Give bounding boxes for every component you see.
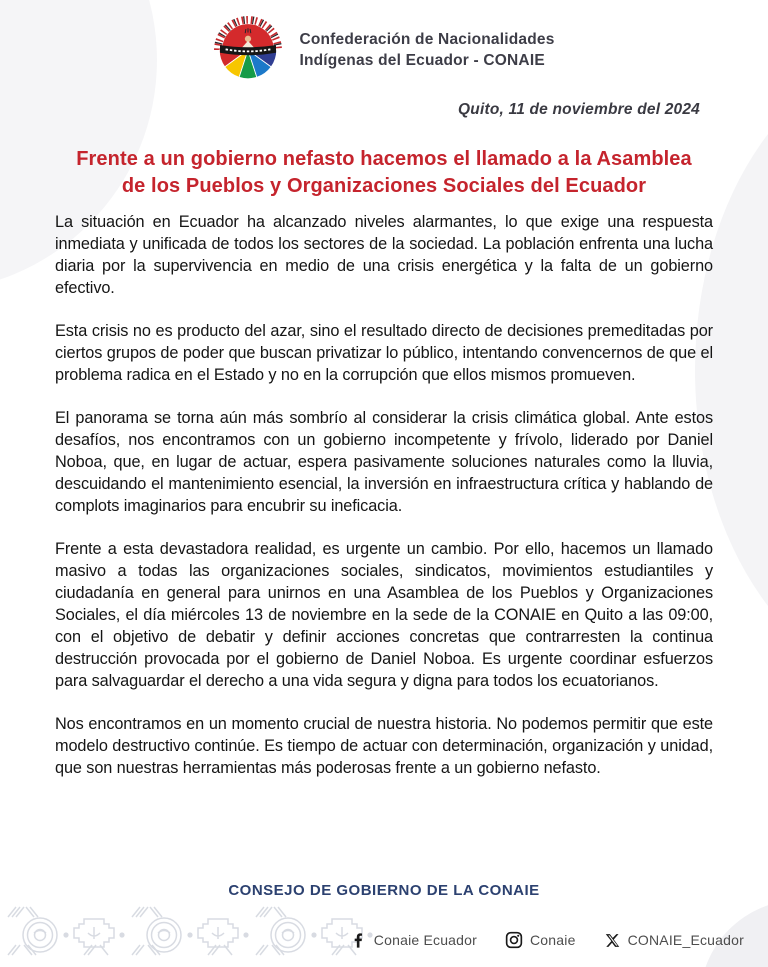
body-paragraph: Nos encontramos en un momento crucial de nuestra historia. No podemos permitir que este modelo destructivo continúe. Es tiempo de actuar con determinación, organización y unidad, que son nuestras herramientas más poderosas frente a un gobierno nefasto. <box>55 715 713 777</box>
organization-name-line2: Indígenas del Ecuador - CONAIE <box>299 52 545 69</box>
indigenous-motif-border <box>6 903 378 964</box>
page-title-line1: Frente a un gobierno nefasto hacemos el llamado a la Asamblea <box>76 148 692 170</box>
organization-name <box>299 29 554 71</box>
date-line: Quito, 11 de noviembre del 2024 <box>458 101 700 118</box>
instagram-icon <box>505 931 523 949</box>
instagram-handle: Conaie <box>530 932 576 948</box>
document-header <box>0 14 768 86</box>
facebook-icon <box>350 932 367 949</box>
signature-line: CONSEJO DE GOBIERNO DE LA CONAIE <box>228 882 540 899</box>
page-title-line2: de los Pueblos y Organizaciones Sociales del Ecuador <box>121 174 647 197</box>
x-icon <box>604 932 621 949</box>
x-handle: CONAIE_Ecuador <box>627 932 744 948</box>
body-paragraph: Frente a esta devastadora realidad, es urgente un cambio. Por ello, hacemos un llamado masivo a todas las organizaciones sociales, sindicatos, movimientos estudiantiles y ciudadanía en general para unirnos en una Asamblea de los Pueblos y Organizaciones Sociales, el día miércoles 13 de noviembre en la sede de la CONAIE en Quito a las 09:00, con el objetivo de debatir y definir acciones concretas que contrarresten la continua destrucción provocada por el gobierno de Daniel Noboa. Es urgente coordinar esfuerzos para salvaguardar el derecho a una vida segura y digna para todos los ecuatorianos. <box>55 540 713 690</box>
body-paragraph: Esta crisis no es producto del azar, sino el resultado directo de decisiones premeditadas por ciertos grupos de poder que buscan privatizar lo público, intentando convencernos de que el problema radica en el Estado y no en la corrupción que ellos mismos promueven. <box>55 322 713 384</box>
body-paragraph: El panorama se torna aún más sombrío al considerar la crisis climática global. Ante estos desafíos, nos encontramos con un gobierno incompetente y frívolo, liderado por Daniel Noboa, que, en lugar de actuar, espera pasivamente soluciones naturales como la lluvia, descuidando el mantenimiento esencial, la inversión en infraestructura crítica y hablando de complots imaginarios para encubrir su ineficacia. <box>55 409 713 515</box>
organization-name-line1: Confederación de Nacionalidades <box>299 31 555 48</box>
facebook-handle: Conaie Ecuador <box>373 932 477 948</box>
x-link[interactable] <box>604 932 744 949</box>
body-paragraph: La situación en Ecuador ha alcanzado niveles alarmantes, lo que exige una respuesta inmediata y unificada de todos los sectores de la sociedad. La población enfrenta una lucha diaria por la supervivencia en medio de una crisis energética y la falta de un gobierno efectivo. <box>55 213 713 297</box>
facebook-link[interactable] <box>350 932 477 949</box>
instagram-link[interactable] <box>505 931 576 949</box>
body-text <box>55 211 713 800</box>
social-links <box>350 931 744 949</box>
page-title <box>0 146 768 199</box>
conaie-logo <box>213 14 283 86</box>
